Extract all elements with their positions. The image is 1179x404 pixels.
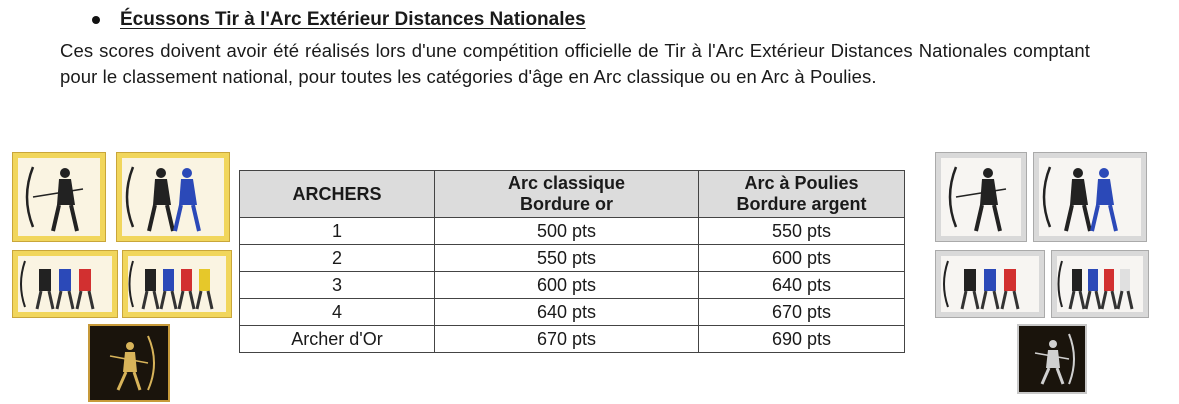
badge-silver-archer-dor <box>1017 324 1087 394</box>
badge-gold-2-archers <box>116 152 230 242</box>
badge-gold-3-archers <box>12 250 118 318</box>
cell-poulies: 550 pts <box>699 218 905 245</box>
archers-icon <box>1034 153 1146 241</box>
cell-archers: Archer d'Or <box>240 326 435 353</box>
cell-poulies: 690 pts <box>699 326 905 353</box>
cell-classique: 600 pts <box>435 272 699 299</box>
bullet-icon <box>92 16 100 24</box>
badge-silver-2-archers <box>1033 152 1147 242</box>
header-classique-line1: Arc classique <box>507 173 626 193</box>
scores-table <box>239 170 905 353</box>
table-header-row <box>240 171 905 218</box>
badge-gold-4-archers <box>122 250 232 318</box>
archers-icon <box>123 251 231 317</box>
section-heading-text: Écussons Tir à l'Arc Extérieur Distances Nationales <box>120 9 586 30</box>
table-row <box>240 299 905 326</box>
cell-poulies: 670 pts <box>699 299 905 326</box>
badge-gold-1-archer <box>12 152 106 242</box>
section-heading <box>92 9 586 31</box>
badge-gold-archer-dor <box>88 324 170 402</box>
header-poulies-line1: Arc à Poulies <box>744 173 859 193</box>
cell-poulies: 600 pts <box>699 245 905 272</box>
header-arc-poulies <box>699 171 905 218</box>
golden-archer-icon <box>90 326 168 400</box>
cell-archers: 2 <box>240 245 435 272</box>
table-row <box>240 218 905 245</box>
cell-classique: 550 pts <box>435 245 699 272</box>
header-classique-line2: Bordure or <box>519 194 613 214</box>
cell-classique: 500 pts <box>435 218 699 245</box>
cell-classique: 670 pts <box>435 326 699 353</box>
archer-icon <box>13 153 105 241</box>
badge-silver-3-archers <box>935 250 1045 318</box>
header-arc-classique <box>435 171 699 218</box>
header-archers: ARCHERS <box>240 171 435 218</box>
cell-classique: 640 pts <box>435 299 699 326</box>
header-poulies-line2: Bordure argent <box>736 194 867 214</box>
silver-archer-icon <box>1019 326 1085 392</box>
table-row <box>240 245 905 272</box>
archer-icon <box>936 153 1026 241</box>
archers-icon <box>1052 251 1148 317</box>
cell-archers: 4 <box>240 299 435 326</box>
section-description: Ces scores doivent avoir été réalisés lors d'une compétition officielle de Tir à l'Arc Extérieur Distances Nationales comptant pour le classement national, pour toutes les catégories d'âge en Arc classique ou en Arc à Poulies. <box>60 40 1090 87</box>
badge-silver-4-archers <box>1051 250 1149 318</box>
table-row <box>240 272 905 299</box>
cell-archers: 3 <box>240 272 435 299</box>
cell-poulies: 640 pts <box>699 272 905 299</box>
table-row <box>240 326 905 353</box>
cell-archers: 1 <box>240 218 435 245</box>
archers-icon <box>117 153 229 241</box>
archers-icon <box>13 251 117 317</box>
archers-icon <box>936 251 1044 317</box>
badge-silver-1-archer <box>935 152 1027 242</box>
